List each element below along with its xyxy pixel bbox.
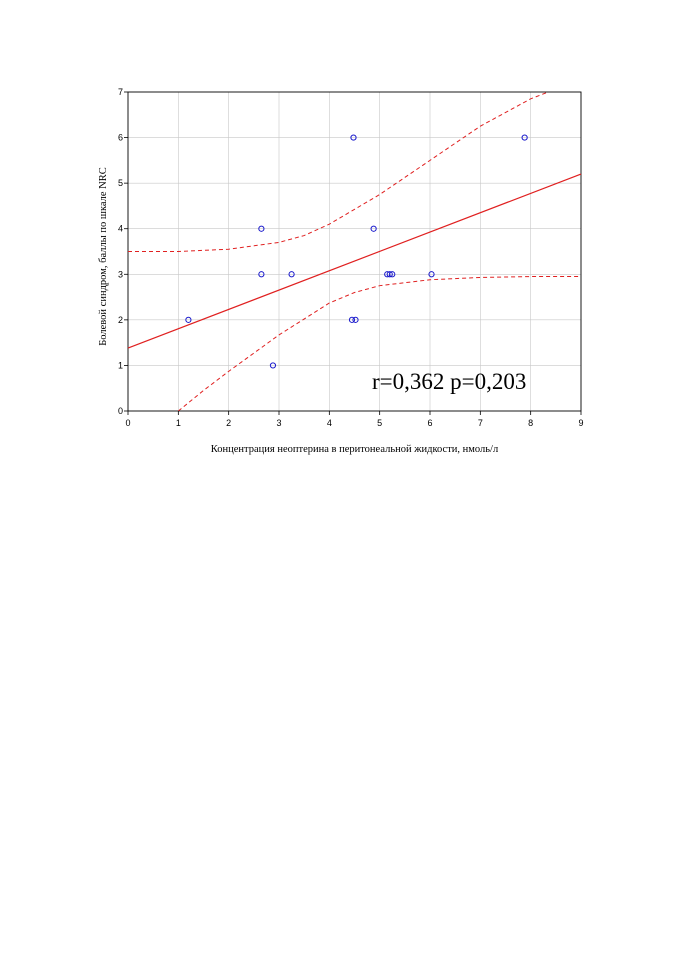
correlation-annotation: r=0,362 p=0,203 [372, 369, 527, 394]
y-tick-label: 3 [117, 269, 123, 280]
y-tick-label: 5 [117, 178, 123, 189]
y-axis-title: Болевой синдром, баллы по шкале NRC [98, 167, 109, 346]
x-tick-label: 2 [226, 418, 232, 428]
y-tick-label: 6 [117, 132, 123, 143]
y-tick-label: 7 [117, 87, 123, 97]
x-axis-title: Концентрация неоптерина в перитонеальной жидкости, нмоль/л [210, 444, 499, 455]
x-tick-label: 4 [326, 418, 332, 428]
x-tick-label: 3 [276, 418, 282, 428]
y-tick-label: 4 [117, 223, 123, 234]
x-tick-label: 0 [125, 418, 131, 428]
x-tick-label: 7 [477, 418, 483, 428]
y-tick-label: 2 [117, 314, 123, 325]
x-tick-label: 8 [528, 418, 534, 428]
y-tick-label: 1 [117, 360, 123, 371]
x-tick-label: 9 [578, 418, 584, 428]
data-points [186, 135, 527, 368]
x-tick-label: 1 [175, 418, 181, 428]
y-tick-label: 0 [117, 406, 123, 416]
x-tick-label: 6 [427, 418, 433, 428]
x-tick-label: 5 [377, 418, 383, 428]
confidence-band-upper [128, 92, 548, 252]
